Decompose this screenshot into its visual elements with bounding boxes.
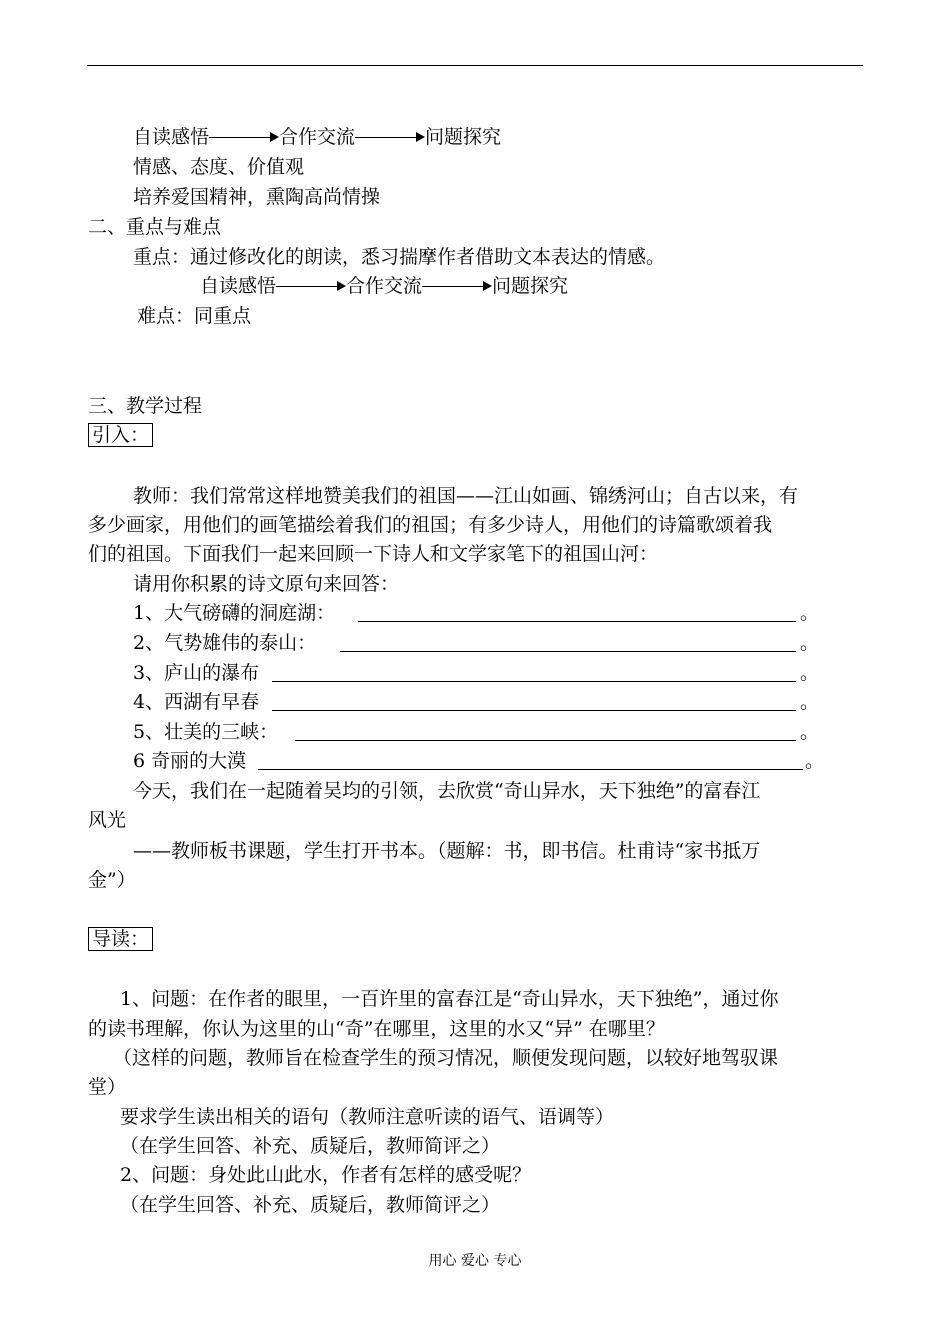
paragraph-line: 1、问题：在作者的眼里，一百许里的富春江是“奇山异水，天下独绝”，通过你: [120, 988, 779, 1010]
answer-blank[interactable]: [272, 710, 796, 711]
period: 。: [800, 662, 820, 684]
flow-step: 自读感悟: [200, 275, 277, 297]
question-item: 2、气势雄伟的泰山：: [133, 632, 317, 654]
answer-blank[interactable]: [258, 769, 803, 770]
question-item: 4、西湖有早春: [133, 691, 260, 713]
arrow-right-icon: [276, 275, 346, 297]
period: 。: [800, 602, 820, 624]
paragraph-line: 金”）: [88, 869, 136, 891]
flow-chart-1: [133, 126, 501, 148]
guide-label-box: 导读：: [88, 927, 153, 951]
arrow-right-icon: [355, 126, 425, 148]
paragraph-line: 堂）: [88, 1076, 127, 1098]
paragraph-line: ——教师板书课题，学生打开书本。（题解：书，即书信。杜甫诗“家书抵万: [133, 840, 761, 862]
intro-label: [88, 424, 153, 446]
prompt-text: 请用你积累的诗文原句来回答：: [133, 573, 400, 595]
header-rule: [87, 65, 863, 66]
question-item: 5、壮美的三峡：: [133, 721, 279, 743]
question-item: 3、庐山的瀑布: [133, 662, 260, 684]
section-heading: 二、重点与难点: [88, 216, 222, 238]
paragraph-line: （在学生回答、补充、质疑后，教师简评之）: [120, 1135, 501, 1157]
question-item: 1、大气磅礴的洞庭湖：: [133, 602, 336, 624]
flow-step: 问题探究: [425, 126, 502, 148]
answer-blank[interactable]: [358, 621, 796, 622]
paragraph-line: 的读书理解，你认为这里的山“奇”在哪里，这里的水又“异” 在哪里？: [88, 1018, 665, 1040]
question-item: 6 奇丽的大漠: [133, 750, 247, 772]
paragraph-line: （在学生回答、补充、质疑后，教师简评之）: [120, 1194, 501, 1216]
arrow-right-icon: [422, 275, 492, 297]
goal-emotion: 情感、态度、价值观: [133, 156, 305, 178]
flow-chart-2: [200, 275, 568, 297]
paragraph-line: 教师：我们常常这样地赞美我们的祖国——江山如画、锦绣河山；自古以来，有: [133, 485, 799, 507]
period: 。: [800, 721, 820, 743]
answer-blank[interactable]: [272, 681, 796, 682]
answer-blank[interactable]: [295, 740, 796, 741]
arrow-right-icon: [209, 126, 279, 148]
difficulty: 难点：同重点: [137, 305, 252, 327]
flow-step: 问题探究: [492, 275, 569, 297]
period: 。: [800, 632, 820, 654]
guide-label: [88, 928, 153, 950]
answer-blank[interactable]: [340, 651, 796, 652]
paragraph-line: 们的祖国。下面我们一起来回顾一下诗人和文学家笔下的祖国山河：: [88, 543, 659, 565]
period: 。: [800, 691, 820, 713]
paragraph-line: （这样的问题，教师旨在检查学生的预习情况，顺便发现问题，以较好地驾驭课: [113, 1047, 779, 1069]
period: 。: [805, 750, 825, 772]
paragraph-line: 风光: [88, 809, 127, 831]
flow-step: 自读感悟: [133, 126, 210, 148]
intro-label-box: 引入：: [88, 423, 153, 447]
paragraph-line: 多少画家，用他们的画笔描绘着我们的祖国；有多少诗人，用他们的诗篇歌颂着我: [88, 514, 773, 536]
paragraph-line: 2、问题：身处此山此水，作者有怎样的感受呢？: [120, 1164, 532, 1186]
key-point: 重点：通过修改化的朗读，悉习揣摩作者借助文本表达的情感。: [133, 246, 666, 268]
goal-patriot: 培养爱国精神，熏陶高尚情操: [133, 186, 381, 208]
paragraph-line: 今天，我们在一起随着吴均的引领，去欣赏“奇山异水，天下独绝”的富春江: [133, 780, 761, 802]
page-footer: 用心 爱心 专心: [428, 1253, 522, 1269]
paragraph-line: 要求学生读出相关的语句（教师注意听读的语气、语调等）: [120, 1106, 615, 1128]
flow-step: 合作交流: [346, 275, 423, 297]
flow-step: 合作交流: [279, 126, 356, 148]
section-heading: 三、教学过程: [88, 395, 203, 417]
